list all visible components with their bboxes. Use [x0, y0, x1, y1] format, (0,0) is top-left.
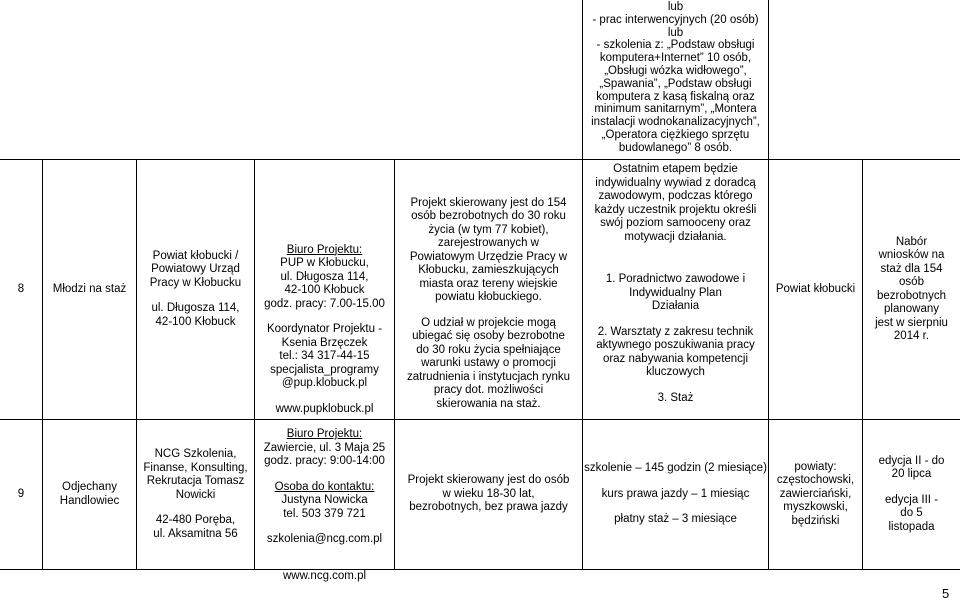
- area-cell: Powiat kłobucki: [775, 282, 856, 295]
- office-email: szkolenia@ncg.com.pl: [266, 533, 383, 545]
- support-item-3: 3. Staż: [657, 391, 694, 404]
- office-cell: [255, 160, 394, 419]
- description-p2: O udział w projekcie mogą ubiegać się osoby bezrobotne do 30 roku życia spełniające warunki ustawy o promocji zatrudnienia i instytucjach rynku pracy dot. możliwości skierowania na staż.: [407, 316, 570, 410]
- editions-cell: [863, 420, 960, 569]
- office-www: www.ncg.com.pl: [282, 570, 367, 583]
- partner-address: ul. Długosza 114, 42-100 Kłobuck: [151, 302, 240, 328]
- office-cell: [255, 420, 394, 569]
- partner-name: Powiat kłobucki / Powiatowy Urząd Pracy w Kłobucku: [149, 249, 242, 289]
- support-item-1: 1. Poradnictwo zawodowe i Indywidualny Plan Działania: [605, 273, 746, 312]
- office-details: Zawiercie, ul. 3 Maja 25 godz. pracy: 9:00-14:00: [263, 441, 386, 467]
- support-item-3: płatny staż – 3 miesiące: [614, 513, 737, 526]
- office-coordinator: Koordynator Projektu - Ksenia Brzęczek tel.: 34 317-44-15 specjalista_programy @pup.klobuck.pl: [266, 323, 383, 389]
- office-heading: Biuro Projektu:: [286, 428, 363, 440]
- support-intro: Ostatnim etapem będzie indywidualny wywiad z doradcą zawodowym, podczas którego każdy uczestnik projektu określi swój poziom samooceny oraz motywacji działania.: [594, 163, 757, 243]
- partner-name: NCG Szkolenia, Finanse, Konsulting, Rekrutacja Tomasz Nowicki: [143, 448, 248, 501]
- office-contact: Justyna Nowicka tel. 503 379 721: [281, 494, 368, 520]
- support-cell: [583, 420, 768, 569]
- description-p1: Projekt skierowany jest do 154 osób bezrobotnych do 30 roku życia (w tym 77 kobiet), zarejestrowanych w Powiatowym Urzędzie Pracy w Kłobucku, zamieszkujących miasta oraz tereny wiejskie powiatu kłobuckiego.: [409, 196, 568, 303]
- office-www-overflow: [255, 570, 394, 584]
- target-group: Młodzi na staż: [52, 282, 127, 295]
- row-number: 8: [17, 282, 25, 295]
- contact-heading: Osoba do kontaktu:: [274, 480, 375, 493]
- description-cell: [395, 160, 582, 419]
- page-number: 5: [942, 586, 950, 601]
- edition-3: edycja III - do 5 listopada: [884, 493, 939, 533]
- row-number: 9: [17, 487, 25, 500]
- office-heading: Biuro Projektu:: [286, 243, 363, 256]
- row-border-bottom: [0, 569, 960, 570]
- support-item-1: szkolenie – 145 godzin (2 miesiące): [584, 462, 767, 475]
- office-details: PUP w Kłobucku, ul. Długosza 114, 42-100 Kłobuck godz. pracy: 7.00-15.00: [264, 257, 385, 310]
- support-cell: [583, 160, 768, 419]
- area-cell: powiaty: częstochowski, zawierciański, myszkowski, będziński: [776, 460, 855, 527]
- target-group: Odjechany Handlowiec: [59, 481, 120, 507]
- column-border-support-right: [768, 0, 769, 160]
- partner-address: 42-480 Poręba, ul. Aksamitna 56: [153, 514, 238, 540]
- office-www: www.pupklobuck.pl: [275, 402, 374, 415]
- support-continuation: lub - prac interwencyjnych (20 osób) lub - szkolenia z: „Podstaw obsługi komputera+Internet” 10 osób, „Obsługi wózka widłowego”, „Spawania”, „Podstaw obsługi komputera z kasą fiskalną oraz minimum sanitarnym”, „Montera instalacji wodnokanalizacyjnych”, „Operatora ciężkiego sprzętu budowlanego” 8 osób.: [591, 1, 760, 154]
- partner-cell: [137, 160, 254, 419]
- edition-2: edycja II - do 20 lipca: [878, 454, 945, 481]
- partner-cell: [137, 420, 254, 569]
- recruitment-cell: Nabór wniosków na staż dla 154 osób bezrobotnych planowany jest w sierpniu 2014 r.: [875, 235, 948, 342]
- support-item-2: 2. Warsztaty z zakresu technik aktywnego poszukiwania pracy oraz nabywania kompetencji kluczowych: [596, 325, 755, 378]
- description-cell: Projekt skierowany jest do osób w wieku 18-30 lat, bezrobotnych, bez prawa jazdy: [407, 474, 570, 514]
- support-item-2: kurs prawa jazdy – 1 miesiąc: [601, 487, 750, 500]
